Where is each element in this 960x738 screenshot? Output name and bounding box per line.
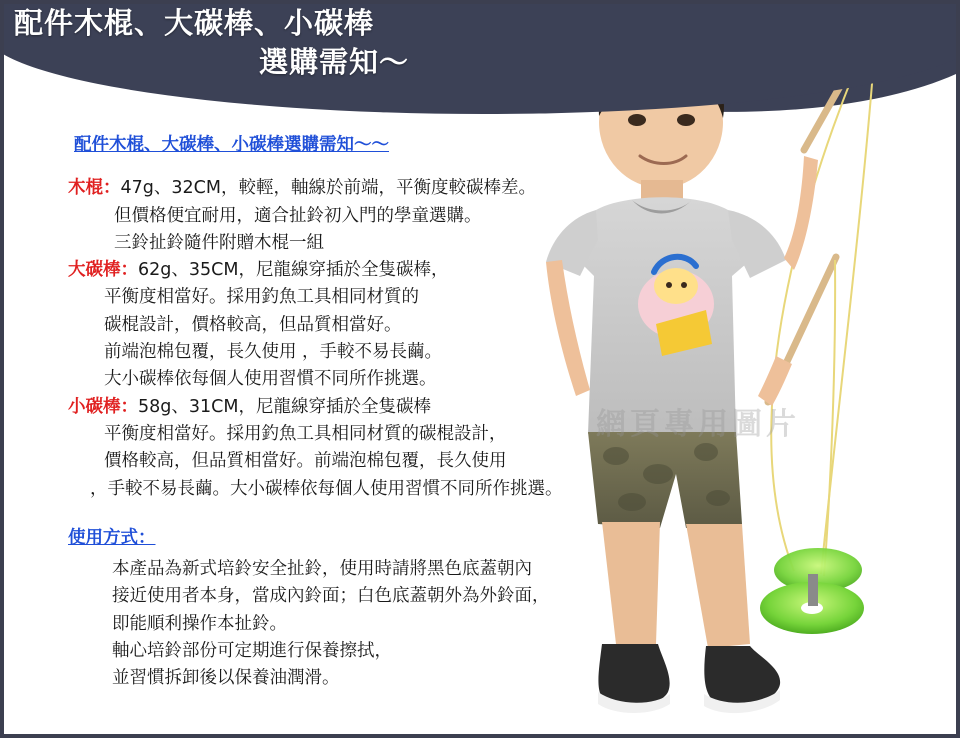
spec-block-wooden-stick	[68, 175, 688, 257]
spec-first-line	[68, 175, 688, 202]
spec-label: 木棍	[68, 178, 103, 199]
watermark-text: 網頁專用圖片	[596, 407, 800, 442]
spec-block-large-carbon-stick	[68, 257, 688, 393]
section-heading: 配件木棍、大碳棒、小碳棒選購需知～～	[74, 135, 389, 155]
spec-line-text: 47g、32CM，較輕，軸線於前端，平衡度較碳棒差。	[120, 178, 536, 199]
spec-separator: ：	[120, 260, 138, 281]
spec-line: 碳棍設計，價格較高，但品質相當好。	[104, 314, 402, 335]
spec-line: ，手較不易長繭。大小碳棒依每個人使用習慣不同所作挑選。	[90, 478, 563, 499]
spec-separator: ：	[120, 396, 138, 417]
banner-title-line2: 選購需知～	[258, 45, 409, 80]
usage-line: 即能順利操作本扯鈴。	[112, 613, 287, 634]
usage-line: 並習慣拆卸後以保養油潤滑。	[112, 668, 340, 689]
content-body	[68, 132, 688, 693]
usage-line: 本產品為新式培鈴安全扯鈴，使用時請將黑色底蓋朝內	[112, 559, 532, 580]
spec-line: 三鈴扯鈴隨件附贈木棍一組	[114, 232, 324, 253]
spec-line: 平衡度相當好。採用釣魚工具相同材質的碳棍設計，	[104, 423, 507, 444]
spec-line: 大小碳棒依每個人使用習慣不同所作挑選。	[104, 369, 437, 390]
spec-line: 平衡度相當好。採用釣魚工具相同材質的	[104, 287, 419, 308]
spec-separator: ：	[103, 178, 121, 199]
spec-label: 大碳棒	[68, 260, 121, 281]
spec-first-line	[68, 257, 688, 284]
usage-line: 接近使用者本身，當成內鈴面；白色底蓋朝外為外鈴面，	[112, 586, 550, 607]
spec-line-text: 58g、31CM，尼龍線穿插於全隻碳棒	[138, 396, 431, 417]
usage-block	[68, 556, 688, 692]
spec-line-text: 62g、35CM，尼龍線穿插於全隻碳棒，	[138, 260, 449, 281]
banner-title	[4, 4, 664, 82]
spec-line: 前端泡棉包覆，長久使用 ，手較不易長繭。	[104, 342, 443, 363]
spec-block-small-carbon-stick	[68, 394, 688, 503]
spec-label: 小碳棒	[68, 396, 121, 417]
spec-line: 但價格便宜耐用，適合扯鈴初入門的學童選購。	[114, 205, 482, 226]
usage-heading: 使用方式：	[68, 527, 156, 548]
usage-line: 軸心培鈴部份可定期進行保養擦拭，	[112, 641, 392, 662]
banner-title-line1: 配件木棍、大碳棒、小碳棒	[14, 6, 375, 40]
spec-first-line	[68, 394, 688, 421]
spec-line: 價格較高，但品質相當好。前端泡棉包覆，長久使用	[104, 451, 507, 472]
